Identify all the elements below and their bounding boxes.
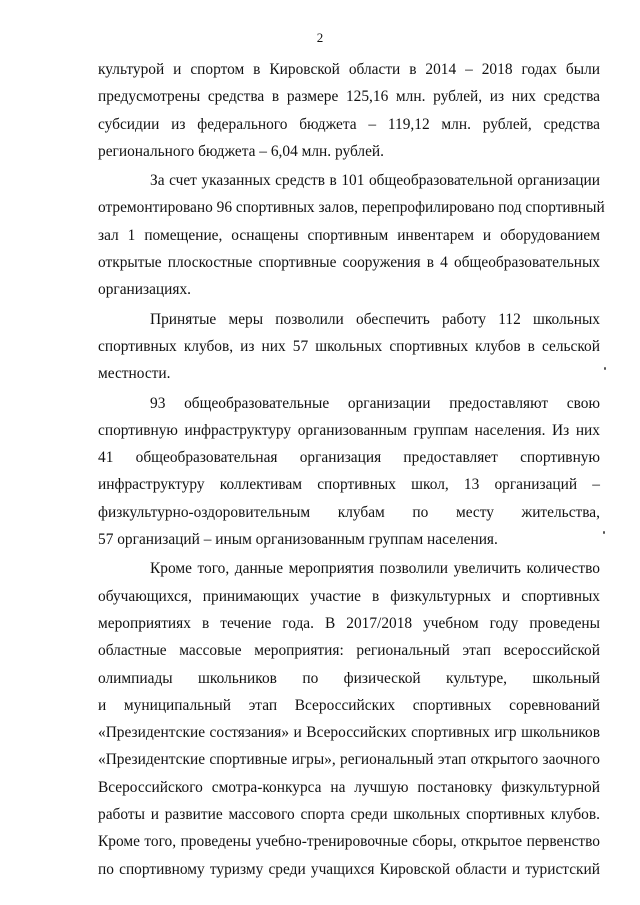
paragraph-budget-funding	[98, 56, 600, 165]
text-line: 41 общеобразовательная организация предоставляет спортивную	[98, 449, 600, 467]
text-line: мероприятиях в течение года. В 2017/2018 учебном году проведены	[98, 614, 600, 632]
text-line: регионального бюджета – 6,04 млн. рублей.	[98, 142, 385, 160]
text-line: местности.	[98, 365, 171, 383]
text-line: спортивную инфраструктуру организованным группам населения. Из них	[98, 421, 600, 439]
text-line: «Президентские состязания» и Всероссийских спортивных игр школьников	[98, 724, 600, 742]
paragraph-school-sport-clubs	[98, 306, 600, 388]
text-line: 93 общеобразовательные организации предоставляют свою	[150, 394, 600, 412]
text-line: «Президентские спортивные игры», региональный этап открытого заочного	[98, 751, 600, 769]
text-line: 57 организаций – иным организованным группам населения.	[98, 531, 498, 549]
document-body	[98, 56, 605, 885]
text-line: субсидии из федерального бюджета – 119,12 млн. рублей, средства	[98, 115, 600, 133]
text-line: физкультурно-оздоровительным клубам по месту жительства,	[98, 503, 600, 521]
paragraph-renovated-gyms	[98, 167, 605, 303]
text-line: предусмотрены средства в размере 125,16 млн. рублей, из них средства	[98, 88, 600, 106]
text-line: организациях.	[98, 281, 192, 299]
text-line: обучающихся, принимающих участие в физкультурных и спортивных	[98, 587, 600, 605]
paragraph-sport-events	[98, 555, 600, 883]
text-line: культурой и спортом в Кировской области в 2014 – 2018 годах были	[98, 61, 600, 78]
text-line: За счет указанных средств в 101 общеобразовательной организации	[150, 172, 600, 190]
text-line: олимпиады школьников по физической культуре, школьный	[98, 669, 600, 687]
text-line: и муниципальный этап Всероссийских спортивных соревнований	[98, 696, 600, 714]
text-line: зал 1 помещение, оснащены спортивным инвентарем и оборудованием	[98, 226, 600, 244]
text-line: Принятые меры позволили обеспечить работу 112 школьных	[150, 310, 600, 328]
text-line: работы и развитие массового спорта среди школьных спортивных клубов.	[98, 806, 600, 824]
paragraph-sport-infrastructure	[98, 390, 600, 554]
text-line: Кроме того, проведены учебно-тренировочные сборы, открытое первенство	[98, 833, 600, 851]
text-line: отремонтировано 96 спортивных залов, перепрофилировано под спортивный	[98, 199, 605, 217]
text-line: Кроме того, данные мероприятия позволили увеличить количество	[150, 560, 600, 578]
text-line: инфраструктуру коллективам спортивных школ, 13 организаций –	[98, 476, 600, 494]
page-number: 2	[316, 30, 324, 45]
text-line: Всероссийского смотра-конкурса на лучшую постановку физкультурной	[98, 778, 600, 796]
scan-speck	[603, 531, 605, 534]
scan-speck	[604, 367, 606, 370]
text-line: по спортивному туризму среди учащихся Кировской области и туристский	[98, 860, 600, 878]
text-line: открытые плоскостные спортивные сооружения в 4 общеобразовательных	[98, 254, 600, 272]
text-line: спортивных клубов, из них 57 школьных спортивных клубов в сельской	[98, 337, 600, 355]
text-line: областные массовые мероприятия: региональный этап всероссийской	[98, 642, 600, 660]
